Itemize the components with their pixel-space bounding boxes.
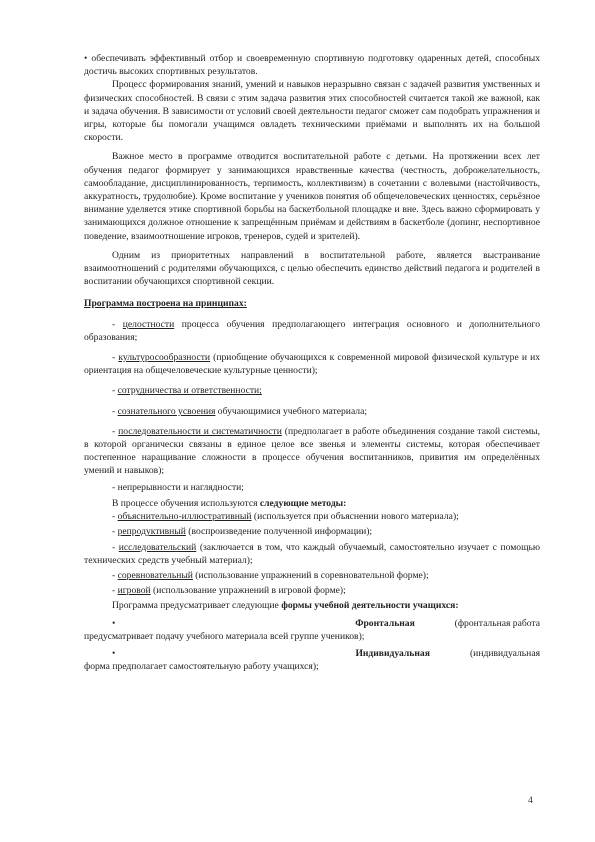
- forms-list: [84, 617, 540, 674]
- method-item: - объяснительно-иллюстративный (используется при объяснении нового материала);: [112, 511, 459, 523]
- form-item: • Фронтальная (фронтальная работа предусматривает подачу учебного материала всей группе учеников);: [84, 617, 540, 642]
- principles-list: [84, 318, 540, 494]
- forms-intro: Программа предусматривает следующие формы учебной деятельности учащихся:: [112, 600, 459, 612]
- principle-item-last: - непрерывности и наглядности;: [112, 481, 244, 493]
- principle-item: - сознательного усвоения обучающимися учебного материала;: [112, 405, 367, 417]
- paragraph-parents: Одним из приоритетных направлений в воспитательной работе, является выстраивание взаимоотношений с родителями обучающихся, с целью обеспечить единство действий педагога и родителей в воспитании обучающихся спортивной секции.: [84, 249, 540, 288]
- paragraph-upbringing: Важное место в программе отводится воспитательной работе с детьми. На протяжении всех лет обучения педагог формирует у занимающихся нравственные качества (честность, доброжелательность, самообладание, дисциплинированность, терпимость, коллективизм) в сочетании с волевыми (настойчивость, аккуратность, трудолюбие). Кроме воспитание у учеников понятия об общечеловеческих ценностях, серьёзное внимание уделяется этике спортивной борьбы на баскетбольной площадке и вне. Здесь важно сформировать у занимающихся должное отношение к запрещённым приёмам и действиям в баскетболе (допинг, неспортивное поведение, взаимоотношение игроков, тренеров, судей и зрителей).: [84, 151, 540, 242]
- form-item: • Индивидуальная (индивидуальная форма предполагает самостоятельную работу учащихся);: [84, 647, 540, 673]
- bullet-icon: •: [112, 647, 116, 659]
- principle-item: - сотрудничества и ответственности;: [112, 385, 262, 397]
- document-page: [84, 52, 540, 673]
- bullet-icon: •: [112, 617, 116, 629]
- method-item: - исследовательский (заключается в том, что каждый обучаемый, самостоятельно изучает с помощью технических средств учебный материал);: [84, 541, 541, 566]
- bullet-paragraph-selection: • обеспечивать эффективный отбор и своевременную спортивную подготовку одаренных детей, способных достичь высоких спортивных результатов.: [84, 53, 540, 78]
- method-item: - репродуктивный (воспроизведение полученной информации);: [112, 526, 373, 538]
- methods-intro: В процессе обучения используются следующие методы:: [112, 497, 347, 509]
- principle-item: - целостности процесса обучения предполагающего интеграция основного и дополнительного образования;: [84, 318, 540, 343]
- paragraph-knowledge: Процесс формирования знаний, умений и навыков неразрывно связан с задачей развития умственных и физических способностей. В связи с этим задача развития этих способностей считается такой же важной, как и задача обучения. В зависимости от условий своей деятельности педагог сможет сам подобрать упражнения и игры, которые бы помогали учащимся овладеть техническими приёмами и выполнять их на большой скорости.: [84, 79, 540, 144]
- principles-heading: Программа построена на принципах:: [84, 298, 247, 310]
- page-number: 4: [528, 795, 533, 806]
- methods-list: [84, 510, 540, 597]
- method-item: - соревновательный (использование упражнений в соревновательной форме);: [112, 569, 429, 581]
- method-item: - игровой (использование упражнений в игровой форме);: [112, 585, 346, 597]
- principle-item: - культуросообразности (приобщение обучающихся к современной мировой физической культуре и их ориентация на общечеловеческие культурные ценности);: [84, 352, 541, 377]
- principle-item: - последовательности и систематичности (предполагает в работе объединения создание такой системы, в которой органически связаны в единое целое все звенья и элементы системы, которая обеспечивает постепенное наращивание сложности в процессе обучения воспитанников, привития им определённых умений и навыков);: [84, 425, 541, 477]
